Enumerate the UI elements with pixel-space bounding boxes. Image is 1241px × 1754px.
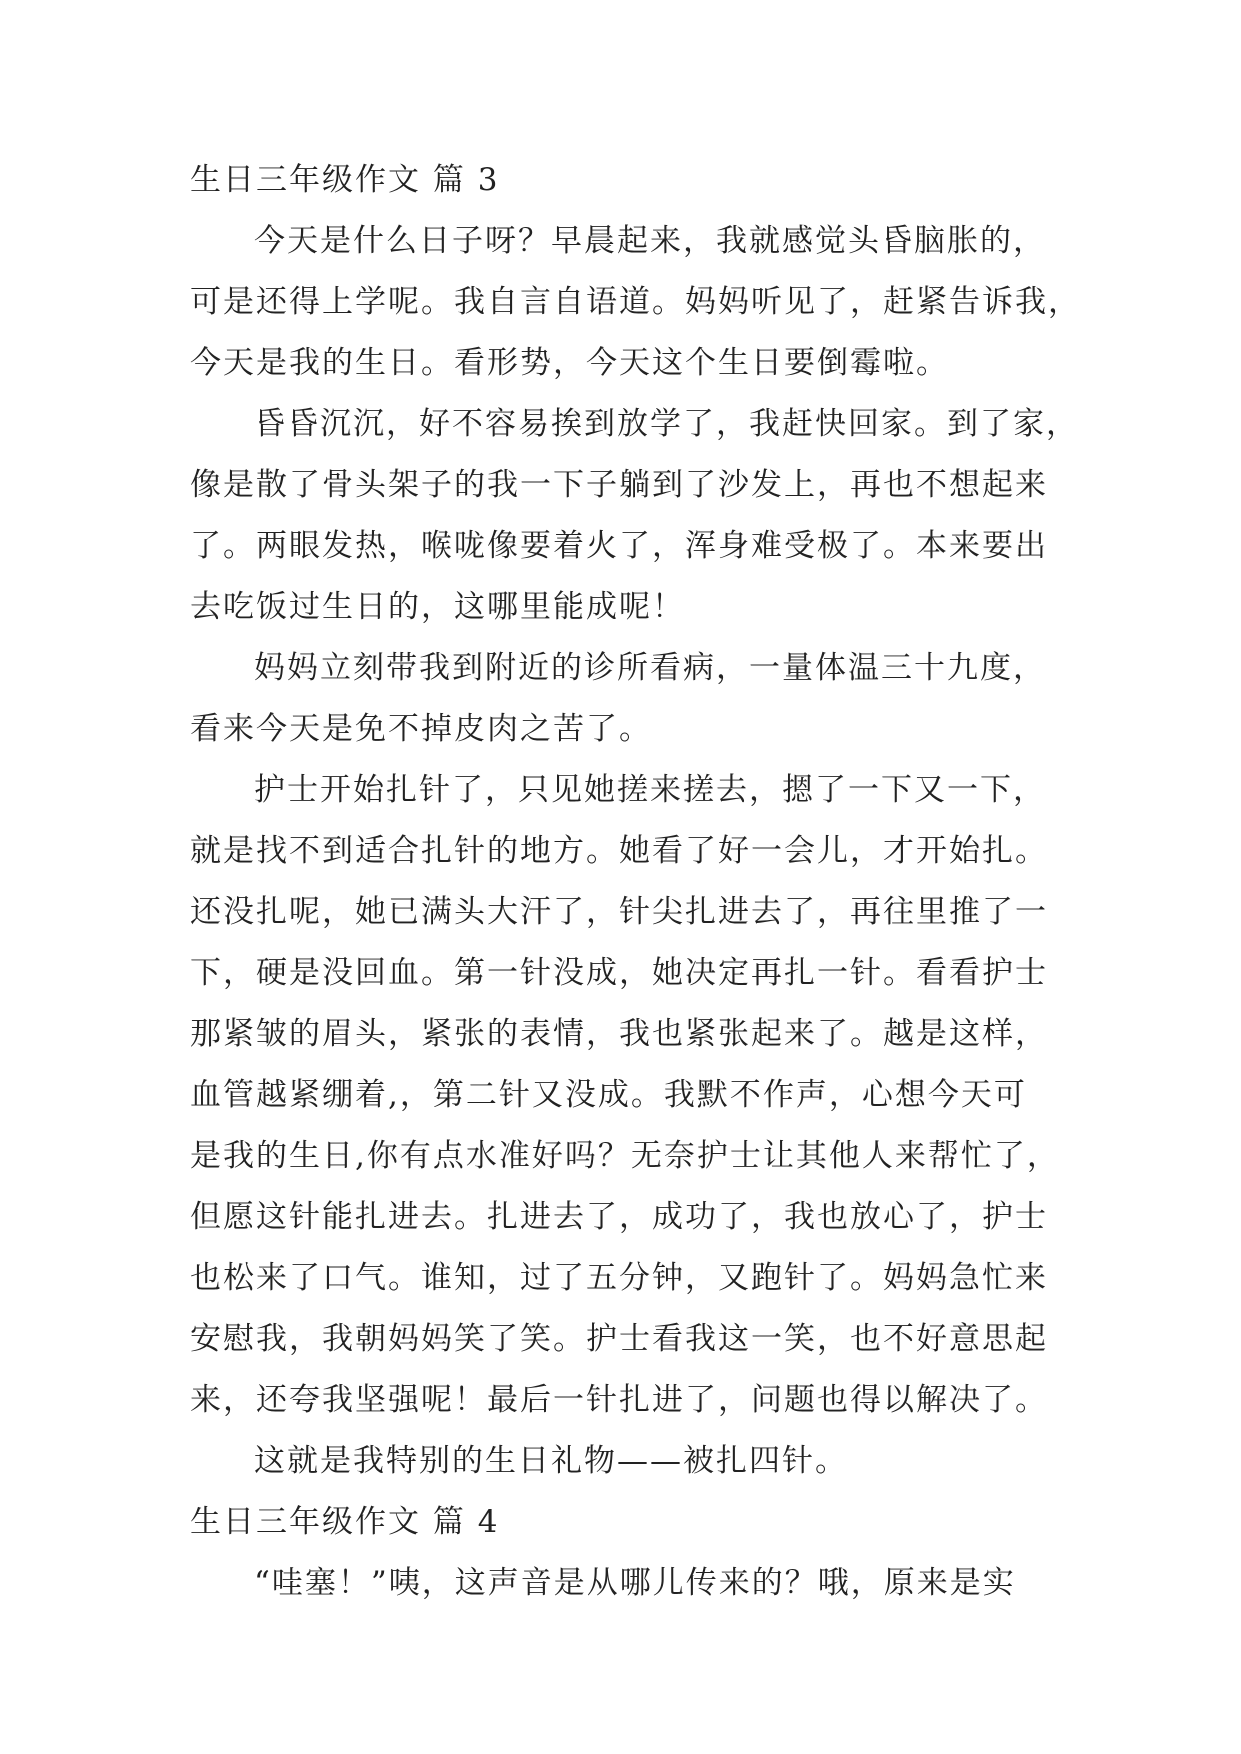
paragraph-line: 了。两眼发热，喉咙像要着火了，浑身难受极了。本来要出	[190, 528, 1048, 564]
paragraph-line: 像是散了骨头架子的我一下子躺到了沙发上，再也不想起来	[190, 467, 1048, 503]
paragraph-line: 昏昏沉沉，好不容易挨到放学了，我赶快回家。到了家，	[254, 406, 1079, 442]
section-heading: 生日三年级作文 篇 3	[190, 162, 500, 198]
paragraph-line: 安慰我，我朝妈妈笑了笑。护士看我这一笑，也不好意思起	[190, 1321, 1048, 1357]
paragraph-line: 但愿这针能扎进去。扎进去了，成功了，我也放心了，护士	[190, 1199, 1048, 1235]
paragraph-line: 护士开始扎针了，只见她搓来搓去，摁了一下又一下，	[254, 772, 1046, 808]
paragraph-line: 今天是我的生日。看形势，今天这个生日要倒霉啦。	[190, 345, 949, 381]
paragraph-line: 也松来了口气。谁知，过了五分钟，又跑针了。妈妈急忙来	[190, 1260, 1048, 1296]
paragraph-line: 还没扎呢，她已满头大汗了，针尖扎进去了，再往里推了一	[190, 894, 1048, 930]
paragraph-line: 看来今天是免不掉皮肉之苦了。	[190, 711, 652, 747]
paragraph-line: 是我的生日,你有点水准好吗？无奈护士让其他人来帮忙了，	[190, 1138, 1060, 1174]
paragraph-line: 去吃饭过生日的，这哪里能成呢！	[190, 589, 685, 625]
paragraph-line: 血管越紧绷着,，第二针又没成。我默不作声，心想今天可	[190, 1077, 1027, 1113]
paragraph-line: “哇塞！”咦，这声音是从哪儿传来的？哦，原来是实	[254, 1565, 1016, 1601]
section-heading: 生日三年级作文 篇 4	[190, 1504, 500, 1540]
paragraph-line: 妈妈立刻带我到附近的诊所看病，一量体温三十九度，	[254, 650, 1046, 686]
paragraph-line: 就是找不到适合扎针的地方。她看了好一会儿，才开始扎。	[190, 833, 1048, 869]
paragraph-line: 可是还得上学呢。我自言自语道。妈妈听见了，赶紧告诉我，	[190, 284, 1081, 320]
paragraph-line: 下，硬是没回血。第一针没成，她决定再扎一针。看看护士	[190, 955, 1048, 991]
paragraph-line: 来，还夸我坚强呢！最后一针扎进了，问题也得以解决了。	[190, 1382, 1048, 1418]
paragraph-line: 这就是我特别的生日礼物——被扎四针。	[254, 1443, 848, 1479]
paragraph-line: 那紧皱的眉头，紧张的表情，我也紧张起来了。越是这样，	[190, 1016, 1048, 1052]
paragraph-line: 今天是什么日子呀？早晨起来，我就感觉头昏脑胀的，	[254, 223, 1046, 259]
